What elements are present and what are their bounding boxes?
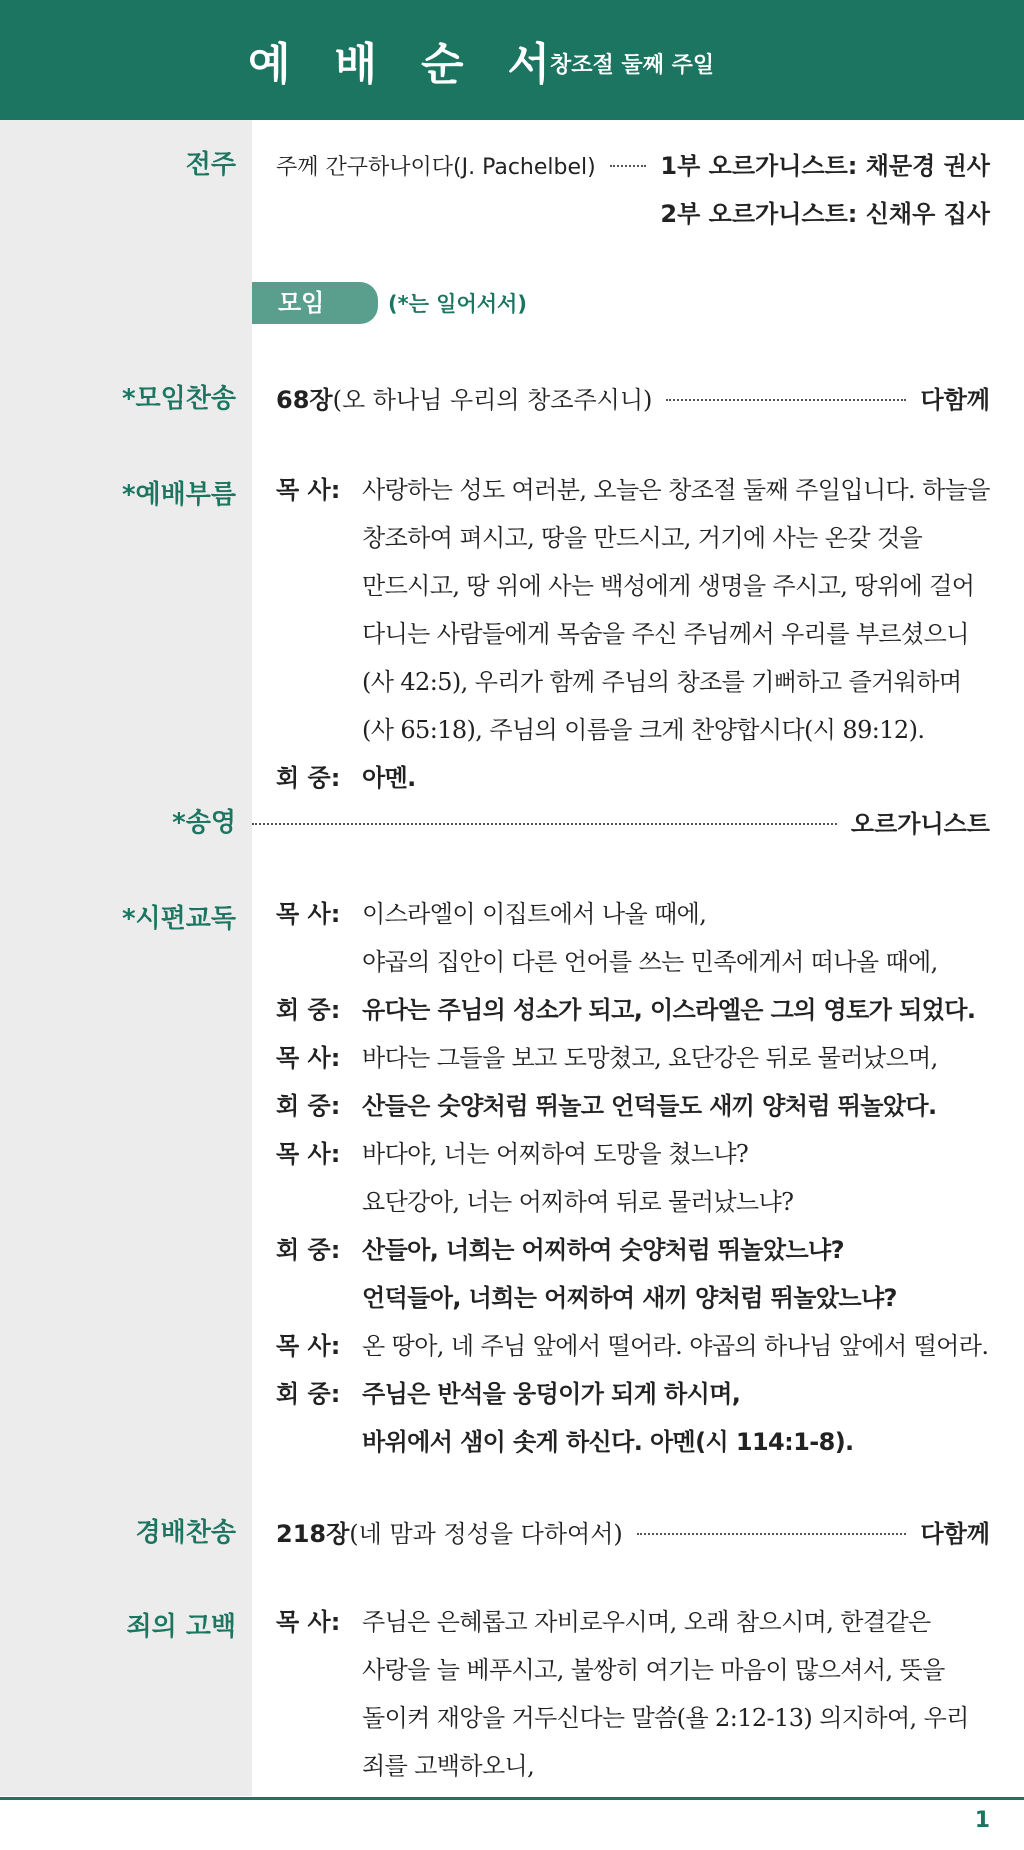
- hymn-performer: 다함께: [920, 1520, 990, 1548]
- text-line: 산들은 숫양처럼 뛰놀고 언덕들도 새끼 양처럼 뛰놀았다.: [362, 1092, 937, 1120]
- worship-hymn-label: 경배찬송: [135, 1518, 236, 1548]
- pastor-text: [362, 1322, 990, 1370]
- text-line: 주님은 은혜롭고 자비로우시며, 오래 참으시며, 한결같은: [362, 1608, 931, 1636]
- text-line: (사 65:18), 주님의 이름을 크게 찬양합시다(시 89:12).: [362, 716, 925, 744]
- text-line: 창조하여 펴시고, 땅을 만드시고, 거기에 사는 온갖 것을: [362, 524, 923, 552]
- text-line: 이스라엘이 이집트에서 나올 때에,: [362, 900, 707, 928]
- text-line: 바다는 그들을 보고 도망쳤고, 요단강은 뒤로 물러났으며,: [362, 1044, 938, 1072]
- section-standing-note: (*는 일어서서): [388, 292, 527, 316]
- hymn-number: 68장: [276, 386, 333, 414]
- text-line: 유다는 주님의 성소가 되고, 이스라엘은 그의 영토가 되었다.: [362, 996, 976, 1024]
- prelude-label: 전주: [185, 150, 236, 180]
- text-line: 죄를 고백하오니,: [362, 1752, 535, 1780]
- text-line: 산들아, 너희는 어찌하여 숫양처럼 뛰놀았느냐?: [362, 1236, 844, 1264]
- text-line: 사랑을 늘 베푸시고, 불쌍히 여기는 마음이 많으셔서, 뜻을: [362, 1656, 945, 1684]
- pastor-turn: [276, 1598, 990, 1790]
- text-line: 다니는 사람들에게 목숨을 주신 주님께서 우리를 부르셨으니: [362, 620, 969, 648]
- people-text: [362, 1370, 990, 1466]
- hymn-performer: 다함께: [920, 386, 990, 414]
- people-turn: [276, 1082, 990, 1130]
- organist-first-service: 1부 오르가니스트: 채문경 권사: [660, 152, 990, 180]
- pastor-text: [362, 466, 990, 754]
- leader-dots: [610, 165, 647, 167]
- speaker-pastor: 목 사:: [276, 476, 341, 504]
- text-line: 만드시고, 땅 위에 사는 백성에게 생명을 주시고, 땅위에 걸어: [362, 572, 975, 600]
- text-line: 주님은 반석을 웅덩이가 되게 하시며,: [362, 1380, 741, 1408]
- psalm-reading-dialogue: [276, 890, 990, 1466]
- hymn-title: (네 맘과 정성을 다하여서): [349, 1520, 623, 1548]
- pastor-turn: [276, 890, 990, 986]
- pastor-text: [362, 1034, 990, 1082]
- gathering-hymn-label: *모임찬송: [121, 384, 236, 414]
- header-bar: [0, 0, 1024, 120]
- page-title: 예배순서: [248, 39, 595, 90]
- people-turn: [276, 754, 990, 802]
- text-line: 바다야, 너는 어찌하여 도망을 쳤느냐?: [362, 1140, 749, 1168]
- pastor-text: [362, 890, 990, 986]
- speaker-pastor: 목 사:: [276, 900, 341, 928]
- pastor-turn: [276, 1322, 990, 1370]
- pastor-text: [362, 1130, 990, 1226]
- gathering-hymn-line: [276, 380, 990, 415]
- text-line: 요단강아, 너는 어찌하여 뒤로 물러났느냐?: [362, 1188, 794, 1216]
- people-text: [362, 986, 990, 1034]
- people-turn: [276, 1370, 990, 1466]
- pastor-turn: [276, 1034, 990, 1082]
- doxology-performer: 오르가니스트: [850, 810, 990, 838]
- hymn-number: 218장: [276, 1520, 350, 1548]
- speaker-pastor: 목 사:: [276, 1140, 341, 1168]
- leader-dots: [637, 1533, 907, 1535]
- confession-dialogue: [276, 1598, 990, 1790]
- leader-dots: [252, 823, 837, 825]
- speaker-pastor: 목 사:: [276, 1044, 341, 1072]
- prelude-piece: 주께 간구하나이다(J. Pachelbel): [276, 155, 596, 180]
- confession-label: 죄의 고백: [126, 1612, 236, 1642]
- speaker-pastor: 목 사:: [276, 1332, 341, 1360]
- text-line: 돌이켜 재앙을 거두신다는 말씀(욜 2:12-13) 의지하여, 우리: [362, 1704, 969, 1732]
- call-to-worship-label: *예배부름: [121, 480, 236, 510]
- speaker-people: 회 중:: [276, 764, 341, 792]
- speaker-people: 회 중:: [276, 996, 341, 1024]
- prelude-line: [276, 146, 990, 181]
- speaker-pastor: 목 사:: [276, 1608, 341, 1636]
- worship-hymn-line: [276, 1514, 990, 1549]
- text-line: 바위에서 샘이 솟게 하신다. 아멘(시 114:1-8).: [362, 1428, 854, 1456]
- hymn-title: (오 하나님 우리의 창조주시니): [332, 386, 653, 414]
- page-subtitle: 창조절 둘째 주일: [550, 53, 715, 78]
- call-to-worship-dialogue: [276, 466, 990, 802]
- people-turn: [276, 986, 990, 1034]
- text-line: 아멘.: [362, 764, 416, 792]
- pastor-turn: [276, 466, 990, 754]
- footer-rule: [0, 1797, 1024, 1800]
- doxology-label: *송영: [172, 808, 236, 838]
- pastor-text: [362, 1598, 990, 1790]
- section-gather-tab: 모임: [252, 282, 378, 324]
- doxology-line: [252, 804, 990, 839]
- pastor-turn: [276, 1130, 990, 1226]
- people-turn: [276, 1226, 990, 1322]
- page-number: 1: [974, 1808, 990, 1833]
- text-line: 온 땅아, 네 주님 앞에서 떨어라. 야곱의 하나님 앞에서 떨어라.: [362, 1332, 989, 1360]
- people-text: [362, 1226, 990, 1322]
- text-line: 언덕들아, 너희는 어찌하여 새끼 양처럼 뛰놀았느냐?: [362, 1284, 897, 1312]
- speaker-people: 회 중:: [276, 1092, 341, 1120]
- text-line: 사랑하는 성도 여러분, 오늘은 창조절 둘째 주일입니다. 하늘을: [362, 476, 990, 504]
- people-text: [362, 754, 990, 802]
- text-line: 야곱의 집안이 다른 언어를 쓰는 민족에게서 떠나올 때에,: [362, 948, 938, 976]
- people-text: [362, 1082, 990, 1130]
- speaker-people: 회 중:: [276, 1380, 341, 1408]
- speaker-people: 회 중:: [276, 1236, 341, 1264]
- prelude-line-2: [276, 194, 990, 229]
- leader-dots: [666, 399, 906, 401]
- organist-second-service: 2부 오르가니스트: 신채우 집사: [660, 200, 990, 228]
- text-line: (사 42:5), 우리가 함께 주님의 창조를 기뻐하고 즐거워하며: [362, 668, 962, 696]
- psalm-reading-label: *시편교독: [121, 904, 236, 934]
